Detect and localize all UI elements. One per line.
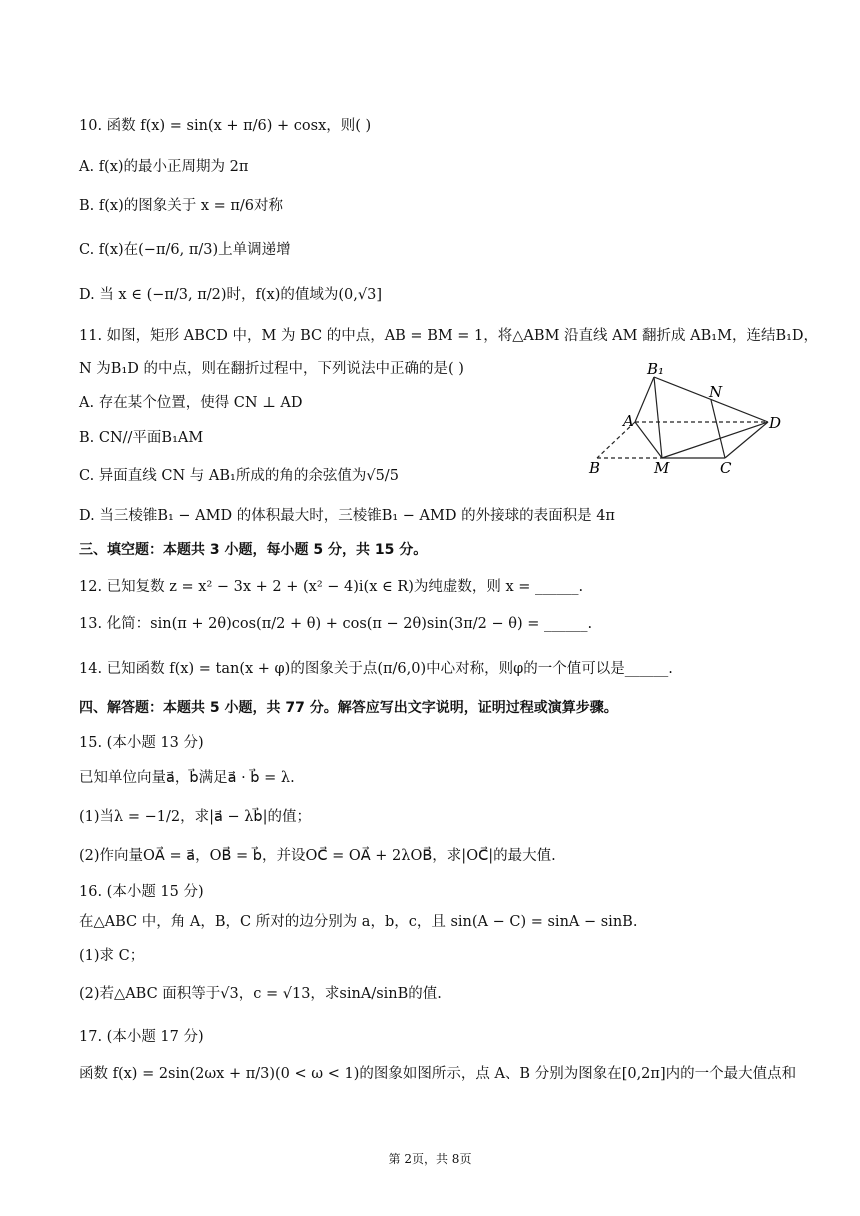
q16-part-2: (2)若△ABC 面积等于√3，c = √13，求sinA/sinB的值.	[79, 986, 442, 1002]
q16-part-1: (1)求 C；	[79, 948, 145, 964]
q10-option-d: D. 当 x ∈ (−π/3, π/2)时，f(x)的值域为(0,√3]	[79, 287, 382, 303]
q15-title: 15. (本小题 13 分)	[79, 735, 204, 751]
edge-B1M	[654, 377, 662, 458]
edge-NC	[711, 400, 725, 458]
q11-option-b: B. CN//平面B₁AM	[79, 430, 204, 446]
q10-option-c: C. f(x)在(−π/6, π/3)上单调递增	[79, 242, 291, 258]
q15-stem: 已知单位向量a⃗，b⃗满足a⃗ · b⃗ = λ.	[79, 770, 295, 786]
q16-title: 16. (本小题 15 分)	[79, 884, 204, 900]
q17-title: 17. (本小题 17 分)	[79, 1029, 204, 1045]
q15-part-1: (1)当λ = −1/2，求|a⃗ − λb⃗|的值；	[79, 809, 311, 825]
q16-stem: 在△ABC 中，角 A，B，C 所对的边分别为 a，b，c，且 sin(A − C) = sinA − sinB.	[79, 914, 638, 930]
folding-figure	[585, 360, 785, 475]
q12: 12. 已知复数 z = x² − 3x + 2 + (x² − 4)i(x ∈ R)为纯虚数，则 x = ______.	[79, 579, 584, 595]
page-footer: 第 2页，共 8页	[388, 1152, 472, 1166]
q10-option-b: B. f(x)的图象关于 x = π/6对称	[79, 198, 284, 214]
label-C: C	[720, 459, 732, 475]
edge-AM	[635, 422, 662, 458]
label-N: N	[709, 383, 723, 401]
edge-B1A	[635, 377, 654, 422]
q10-option-a: A. f(x)的最小正周期为 2π	[79, 159, 249, 175]
edge-MD	[662, 422, 768, 458]
edge-CD	[725, 422, 768, 458]
label-B: B	[589, 459, 601, 475]
q15-part-2: (2)作向量OA⃗ = a⃗，OB⃗ = b⃗，并设OC⃗ = OA⃗ + 2λOB⃗，求|OC⃗|的最大值.	[79, 848, 556, 864]
q11-option-c: C. 异面直线 CN 与 AB₁所成的角的余弦值为√5/5	[79, 468, 399, 484]
q17-stem: 函数 f(x) = 2sin(2ωx + π/3)(0 < ω < 1)的图象如图所示，点 A、B 分别为图象在[0,2π]内的一个最大值点和	[79, 1066, 797, 1082]
q11-stem-line-2: N 为B₁D 的中点，则在翻折过程中，下列说法中正确的是( )	[79, 361, 464, 377]
q11-option-d: D. 当三棱锥B₁ − AMD 的体积最大时，三棱锥B₁ − AMD 的外接球的表面积是 4π	[79, 508, 615, 524]
q13: 13. 化简：sin(π + 2θ)cos(π/2 + θ) + cos(π − 2θ)sin(3π/2 − θ) = ______.	[79, 616, 593, 632]
section-3-heading: 三、填空题：本题共 3 小题，每小题 5 分，共 15 分。	[79, 542, 428, 558]
label-B1: B₁	[647, 360, 665, 378]
section-4-heading: 四、解答题：本题共 5 小题，共 77 分。解答应写出文字说明，证明过程或演算步骤。	[79, 700, 618, 716]
q14: 14. 已知函数 f(x) = tan(x + φ)的图象关于点(π/6,0)中心对称，则φ的一个值可以是______.	[79, 661, 673, 677]
q11-stem-line-1: 11. 如图，矩形 ABCD 中，M 为 BC 的中点，AB = BM = 1，将△ABM 沿直线 AM 翻折成 AB₁M，连结B₁D，	[79, 328, 819, 344]
label-M: M	[654, 459, 670, 475]
q11-option-a: A. 存在某个位置，使得 CN ⊥ AD	[79, 395, 303, 411]
q10-stem: 10. 函数 f(x) = sin(x + π/6) + cosx，则( )	[79, 118, 372, 134]
label-A: A	[623, 412, 634, 430]
label-D: D	[769, 414, 782, 432]
